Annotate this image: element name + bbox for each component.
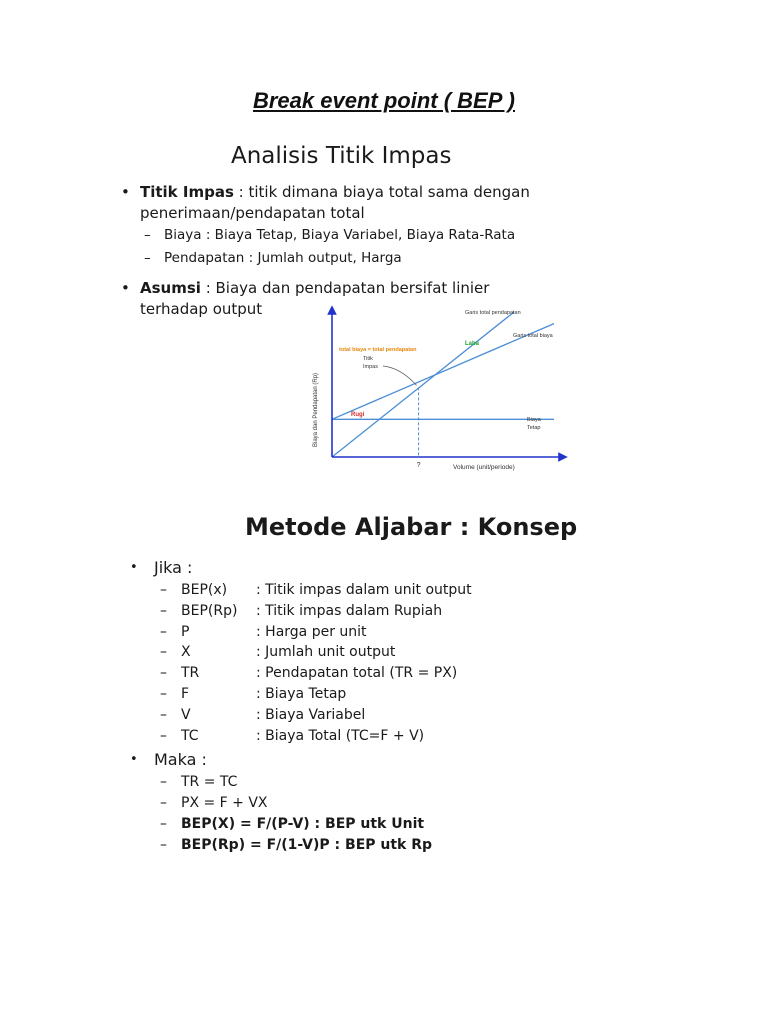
- bullet-icon: •: [121, 279, 130, 297]
- definition-row: [128, 601, 588, 622]
- definition-desc: : Titik impas dalam unit output: [256, 582, 472, 598]
- sub-item-text: Pendapatan : Jumlah output, Harga: [164, 250, 402, 266]
- def-asumsi: : Biaya dan pendapatan bersifat linier terhadap output: [140, 279, 490, 318]
- dash-icon: –: [160, 644, 167, 661]
- dash-icon: –: [160, 774, 167, 791]
- equation-row: [128, 772, 588, 793]
- cost-line-label: Garis total biaya: [513, 333, 553, 339]
- dash-icon: –: [160, 623, 167, 640]
- equation-text: BEP(Rp) = F/(1-V)P : BEP utk Rp: [181, 836, 433, 853]
- definition-desc: : Biaya Total (TC=F + V): [256, 727, 425, 744]
- bullet-titik-impas: [118, 182, 558, 224]
- document-title: Break event point ( BEP ): [252, 88, 515, 113]
- jika-label: Jika :: [154, 558, 193, 577]
- dash-icon: –: [160, 836, 167, 853]
- term-titik-impas: Titik Impas: [140, 183, 234, 201]
- definition-term: BEP(Rp): [181, 602, 238, 619]
- bullet-icon: •: [121, 183, 130, 201]
- bullet-icon: •: [130, 560, 138, 575]
- dash-icon: –: [160, 602, 167, 619]
- dash-icon: –: [160, 727, 167, 744]
- dash-icon: –: [160, 582, 167, 598]
- break-even-label-line2: Impas: [363, 364, 378, 370]
- definition-desc: : Jumlah unit output: [256, 644, 396, 661]
- definition-term: V: [181, 706, 191, 723]
- term-asumsi: Asumsi: [140, 279, 201, 297]
- slide2-content: [128, 556, 588, 856]
- definition-term: P: [181, 623, 190, 640]
- definition-term: F: [181, 685, 190, 702]
- maka-label: Maka :: [154, 750, 207, 770]
- definition-term: BEP(x): [181, 582, 228, 598]
- equality-annotation: total biaya = total pendapatan: [339, 347, 417, 353]
- break-even-x-tick: ?: [416, 462, 421, 469]
- equation-row: [128, 814, 588, 835]
- fixed-cost-label-line2: Tetap: [527, 425, 541, 431]
- bullet-jika: [128, 556, 588, 580]
- equation-text: PX = F + VX: [181, 795, 268, 812]
- slide2-heading: Metode Aljabar : Konsep: [245, 513, 578, 541]
- definition-row: [128, 580, 588, 601]
- definition-desc: : Pendapatan total (TR = PX): [256, 665, 458, 682]
- dash-icon: –: [160, 665, 167, 682]
- definition-row: [128, 705, 588, 726]
- definition-term: X: [181, 644, 191, 661]
- dash-icon: –: [144, 227, 151, 243]
- equation-row: [128, 835, 588, 856]
- y-axis-label: Biaya dan Pendapatan (Rp): [313, 372, 319, 447]
- def-titik-impas: : titik dimana biaya total sama dengan penerimaan/pendapatan total: [140, 183, 530, 222]
- definition-row: [128, 663, 588, 684]
- revenue-line-label: Garis total pendapatan: [465, 310, 521, 316]
- dash-icon: –: [160, 795, 167, 812]
- definition-row: [128, 684, 588, 705]
- slide1-heading: Analisis Titik Impas: [231, 143, 452, 169]
- loss-label: Rugi: [351, 412, 365, 418]
- definition-desc: : Biaya Tetap: [256, 685, 347, 702]
- dash-icon: –: [160, 685, 167, 702]
- break-even-pointer: [383, 366, 417, 385]
- bullet-icon: •: [130, 752, 138, 768]
- equation-text: TR = TC: [181, 774, 238, 791]
- definition-desc: : Titik impas dalam Rupiah: [256, 602, 443, 619]
- equation-text: BEP(X) = F/(P-V) : BEP utk Unit: [181, 815, 425, 832]
- sub-item-biaya: [118, 224, 558, 247]
- equation-row: [128, 793, 588, 814]
- sub-item-pendapatan: [118, 247, 558, 270]
- break-even-label-line1: Titik: [363, 356, 373, 362]
- x-axis-label: Volume (unit/periode): [453, 464, 515, 471]
- definition-row: [128, 622, 588, 643]
- definition-term: TR: [181, 665, 200, 682]
- definition-desc: : Harga per unit: [256, 623, 367, 640]
- dash-icon: –: [160, 815, 167, 832]
- fixed-cost-label-line1: Biaya: [527, 417, 541, 423]
- break-even-chart: [305, 304, 570, 476]
- profit-label: Laba: [465, 341, 480, 347]
- bullet-maka: [128, 748, 588, 772]
- definition-term: TC: [181, 727, 199, 744]
- definitions-list: [128, 580, 588, 746]
- definition-row: [128, 726, 588, 747]
- definition-row: [128, 642, 588, 663]
- dash-icon: –: [144, 250, 151, 266]
- revenue-line: [332, 312, 514, 457]
- sub-item-text: Biaya : Biaya Tetap, Biaya Variabel, Biaya Rata-Rata: [164, 227, 516, 243]
- slide1-bullets: [118, 182, 558, 320]
- equations-list: [128, 772, 588, 855]
- definition-desc: : Biaya Variabel: [256, 706, 366, 723]
- dash-icon: –: [160, 706, 167, 723]
